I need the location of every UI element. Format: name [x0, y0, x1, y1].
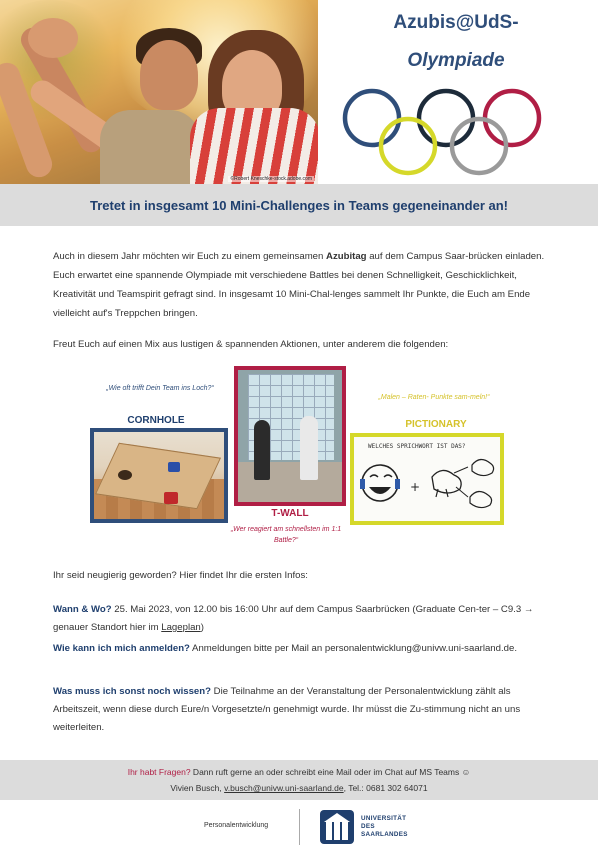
red-beanbag — [164, 492, 178, 504]
contact-phone: , Tel.: 0681 302 64071 — [343, 783, 428, 793]
laughing-face-icon — [362, 465, 398, 501]
hero-photo — [0, 0, 318, 184]
ring-blue — [345, 91, 399, 145]
svg-text:+: + — [410, 480, 421, 494]
whiteboard-caption: WELCHES SPRICHWORT IST DAS? — [368, 443, 466, 450]
when-where-close: ) — [200, 622, 204, 633]
player-dark-shirt — [254, 420, 270, 480]
ring-dark — [419, 91, 473, 145]
cornhole-image — [90, 428, 228, 523]
chicken-sketch — [470, 491, 492, 507]
person-shirt — [100, 110, 200, 184]
high-five-hands — [28, 18, 78, 58]
twall-label: T-WALL — [271, 508, 309, 519]
contact-footer — [0, 760, 598, 800]
olympic-rings-icon — [340, 86, 552, 182]
pictionary-image — [350, 433, 504, 525]
twall-quote: „Wer reagiert am schnellsten im 1:1 Battle?“ — [230, 526, 342, 544]
uni-name-line-3: SAARLANDES — [361, 831, 408, 838]
twall-image — [234, 366, 346, 506]
ring-yellow — [381, 119, 435, 173]
board-hole — [118, 470, 132, 480]
cornhole-quote: „Wie oft trifft Dein Team ins Loch?“ — [106, 385, 214, 392]
footer-line-2 — [0, 780, 598, 796]
uni-name-line-2: DES — [361, 823, 375, 830]
striped-shirt — [190, 108, 318, 184]
signup-answer: Anmeldungen bitte per Mail an personalentwicklung@univw.uni-saarland.de. — [189, 643, 517, 654]
uni-name-line-1: UNIVERSITÄT — [361, 815, 407, 822]
intro-bold: Azubitag — [326, 251, 367, 262]
university-seal-icon — [318, 808, 356, 846]
chicken-sketch — [472, 459, 494, 475]
info-signup — [53, 640, 545, 658]
photo-credit: ©Robert Kneschke-stock.adobe.com — [230, 176, 312, 182]
footer-text: Dann ruft gerne an oder schreibt eine Mail oder im Chat auf MS Teams ☺ — [190, 767, 471, 777]
university-name — [361, 815, 408, 839]
intro-text-continued: auf dem Campus Saar-brücken einladen. Euch erwartet eine spannende Olympiade mit verschiedene Battles bei denen Schnelligkeit, Geschicklichkeit, Kreativität und Teamspirit gefragt sind. In insgesamt 10 Mini-Chal-lenges sammelt Ihr Punkte, die Euch am Ende vielleicht auf's Treppchen bringen. — [53, 251, 545, 319]
footer-line-1 — [0, 764, 598, 780]
cornhole-label: CORNHOLE — [127, 415, 185, 426]
whiteboard-drawing — [354, 437, 500, 521]
when-where-answer: 25. Mai 2023, von 12.00 bis 16:00 Uhr auf dem Campus Saarbrücken (Graduate Cen-ter – C9.3 → genauer Standort hier im — [53, 604, 534, 633]
info-when-where — [53, 601, 545, 637]
blue-beanbag — [168, 462, 180, 472]
footer-divider — [299, 809, 300, 845]
intro-paragraph — [53, 247, 545, 323]
footer-question: Ihr habt Fragen? — [127, 767, 191, 777]
contact-email-link[interactable]: v.busch@univw.uni-saarland.de — [224, 783, 344, 793]
intro-text: Auch in diesem Jahr möchten wir Euch zu einem gemeinsamen — [53, 251, 327, 262]
ring-grey — [452, 119, 506, 173]
contact-name: Vivien Busch, — [170, 783, 225, 793]
department-name: Personalentwicklung — [204, 822, 269, 829]
person-face — [140, 40, 198, 110]
other-answer: Die Teilnahme an der Veranstaltung der Personalentwicklung zählt als Arbeitszeit, wenn diese durch Eure/n Vorgesetzte/n genehmigt wurde. Ihr müsst die Zu-stimmung nicht an uns weiterleiten. — [53, 686, 521, 733]
headline-text: Tretet in insgesamt 10 Mini-Challenges in Teams gegeneinander an! — [89, 197, 509, 213]
info-other — [53, 683, 545, 737]
title-line-2: Olympiade — [407, 50, 505, 71]
pictionary-label: PICTIONARY — [405, 419, 467, 430]
activities-intro: Freut Euch auf einen Mix aus lustigen & spannenden Aktionen, unter anderem die folgenden: — [53, 339, 449, 350]
signup-question: Wie kann ich mich anmelden? — [53, 643, 190, 654]
ring-red — [485, 91, 539, 145]
headline-banner — [0, 184, 598, 226]
info-intro: Ihr seid neugierig geworden? Hier findet Ihr die ersten Infos: — [53, 570, 308, 581]
player-white-shirt — [300, 416, 318, 480]
when-where-question: Wann & Wo? — [53, 604, 112, 615]
title-line-1: Azubis@UdS- — [393, 12, 519, 33]
lageplan-link[interactable]: Lageplan — [161, 622, 201, 633]
pictionary-quote: „Malen – Raten- Punkte sam-meln!“ — [378, 394, 490, 401]
other-question: Was muss ich sonst noch wissen? — [53, 686, 211, 697]
